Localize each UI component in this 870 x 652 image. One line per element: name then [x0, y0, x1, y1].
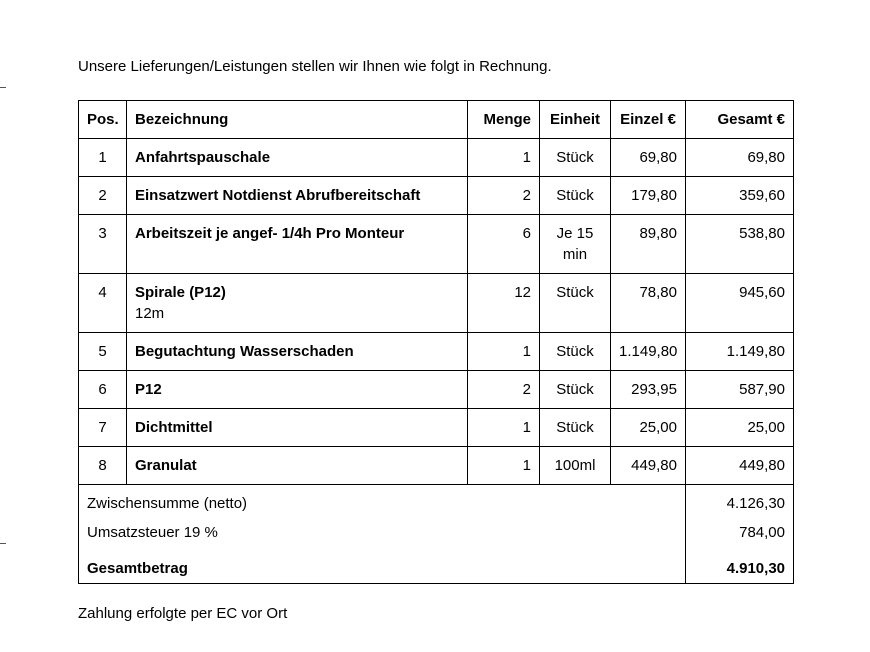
cell-pos: 1 [79, 139, 127, 177]
cell-menge: 6 [468, 215, 540, 274]
cell-gesamt: 69,80 [686, 139, 794, 177]
cell-einheit: Stück [540, 274, 611, 333]
cell-bezeichnung [127, 409, 468, 447]
cell-menge: 1 [468, 333, 540, 371]
cell-einheit: Stück [540, 409, 611, 447]
total-label: Gesamtbetrag [87, 560, 188, 577]
table-row [79, 447, 794, 485]
cell-pos: 4 [79, 274, 127, 333]
invoice-table [78, 100, 794, 584]
cell-pos: 8 [79, 447, 127, 485]
cell-bezeichnung [127, 177, 468, 215]
cell-menge: 1 [468, 447, 540, 485]
cell-einzel: 293,95 [611, 371, 686, 409]
fold-mark-bottom [0, 543, 6, 544]
summary-values [686, 485, 794, 584]
cell-gesamt: 538,80 [686, 215, 794, 274]
item-name: Dichtmittel [135, 419, 213, 436]
header-pos: Pos. [79, 101, 127, 139]
header-einheit: Einheit [540, 101, 611, 139]
table-row [79, 274, 794, 333]
header-gesamt: Gesamt € [686, 101, 794, 139]
cell-einheit: Stück [540, 333, 611, 371]
tax-value: 784,00 [739, 524, 785, 541]
cell-gesamt: 449,80 [686, 447, 794, 485]
cell-bezeichnung [127, 274, 468, 333]
cell-bezeichnung [127, 139, 468, 177]
summary-labels [79, 485, 686, 584]
header-einzel: Einzel € [611, 101, 686, 139]
cell-pos: 3 [79, 215, 127, 274]
item-detail: 12m [135, 305, 165, 322]
cell-menge: 1 [468, 139, 540, 177]
cell-einheit: 100ml [540, 447, 611, 485]
item-name: Anfahrtspauschale [135, 149, 271, 166]
cell-einzel: 179,80 [611, 177, 686, 215]
cell-menge: 1 [468, 409, 540, 447]
cell-pos: 5 [79, 333, 127, 371]
cell-einheit: Stück [540, 177, 611, 215]
cell-einzel: 1.149,80 [611, 333, 686, 371]
item-name: Arbeitszeit je angef- 1/4h Pro Monteur [135, 225, 405, 242]
total-value: 4.910,30 [726, 560, 785, 577]
cell-gesamt: 1.149,80 [686, 333, 794, 371]
table-row [79, 177, 794, 215]
intro-text: Unsere Lieferungen/Leistungen stellen wir Ihnen wie folgt in Rechnung. [78, 58, 552, 75]
cell-einzel: 25,00 [611, 409, 686, 447]
cell-einzel: 78,80 [611, 274, 686, 333]
cell-gesamt: 945,60 [686, 274, 794, 333]
item-name: P12 [135, 381, 162, 398]
item-name: Begutachtung Wasserschaden [135, 343, 354, 360]
table-row [79, 215, 794, 274]
subtotal-value: 4.126,30 [726, 495, 785, 512]
cell-gesamt: 25,00 [686, 409, 794, 447]
cell-menge: 2 [468, 177, 540, 215]
cell-bezeichnung [127, 333, 468, 371]
item-name: Spirale (P12) [135, 284, 226, 301]
cell-pos: 2 [79, 177, 127, 215]
subtotal-label: Zwischensumme (netto) [87, 495, 248, 512]
table-row [79, 371, 794, 409]
cell-einheit: Je 15 min [540, 215, 611, 274]
header-bezeichnung: Bezeichnung [127, 101, 468, 139]
table-row [79, 409, 794, 447]
tax-label: Umsatzsteuer 19 % [87, 524, 218, 541]
header-menge: Menge [468, 101, 540, 139]
table-header-row [79, 101, 794, 139]
summary-row [79, 485, 794, 584]
cell-bezeichnung [127, 215, 468, 274]
fold-mark-top [0, 87, 6, 88]
cell-einheit: Stück [540, 371, 611, 409]
payment-note: Zahlung erfolgte per EC vor Ort [78, 605, 288, 622]
table-row [79, 333, 794, 371]
cell-pos: 7 [79, 409, 127, 447]
cell-einzel: 449,80 [611, 447, 686, 485]
cell-bezeichnung [127, 447, 468, 485]
item-name: Einsatzwert Notdienst Abrufbereitschaft [135, 187, 421, 204]
cell-menge: 2 [468, 371, 540, 409]
cell-pos: 6 [79, 371, 127, 409]
item-name: Granulat [135, 457, 197, 474]
cell-einheit: Stück [540, 139, 611, 177]
cell-gesamt: 359,60 [686, 177, 794, 215]
cell-gesamt: 587,90 [686, 371, 794, 409]
table-row [79, 139, 794, 177]
cell-bezeichnung [127, 371, 468, 409]
cell-einzel: 89,80 [611, 215, 686, 274]
cell-einzel: 69,80 [611, 139, 686, 177]
cell-menge: 12 [468, 274, 540, 333]
